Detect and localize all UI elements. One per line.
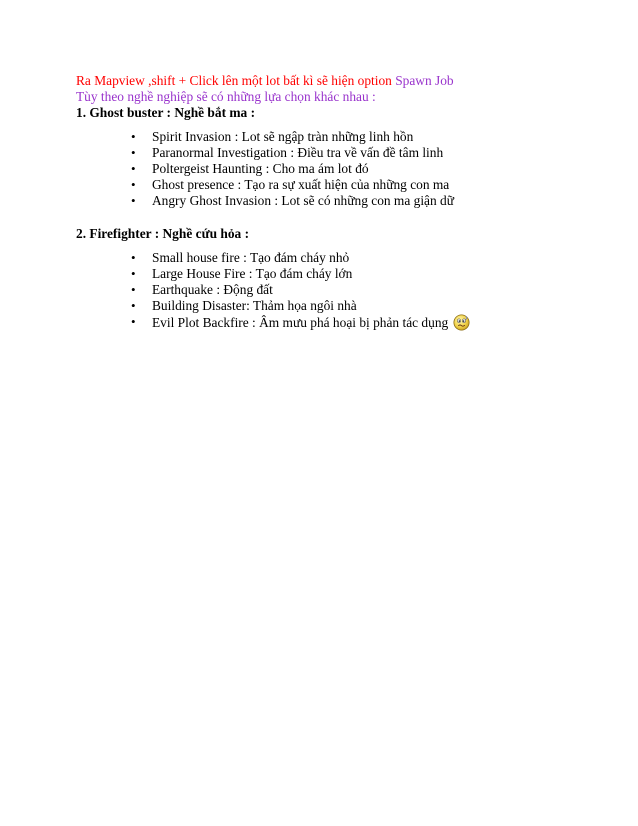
list-item-text: Paranormal Investigation : Điều tra về vấn đề tâm linh (152, 145, 444, 160)
bullet-icon: • (131, 145, 136, 160)
section-heading-ghost-buster: 1. Ghost buster : Nghề bắt ma : (76, 105, 256, 120)
bullet-icon: • (131, 177, 136, 192)
bullet-icon: • (131, 129, 136, 144)
bullet-icon: • (131, 282, 136, 297)
bullet-icon: • (131, 298, 136, 313)
bullet-icon: • (131, 266, 136, 281)
list-item-text: Ghost presence : Tạo ra sự xuất hiện của những con ma (152, 177, 450, 192)
list-item (76, 282, 576, 298)
list-item (76, 129, 576, 145)
list-item-text: Large House Fire : Tạo đám cháy lớn (152, 266, 353, 281)
intro-instruction-text: Ra Mapview ,shift + Click lên một lot bất kì sẽ hiện option (76, 73, 396, 88)
list-item (76, 298, 576, 314)
list-item-text: Small house fire : Tạo đám cháy nhỏ (152, 250, 350, 265)
bullet-icon: • (131, 250, 136, 265)
list-item (76, 193, 576, 209)
list-item-text: Evil Plot Backfire : Âm mưu phá hoại bị phản tác dụng (152, 315, 449, 330)
list-item (76, 266, 576, 282)
list-item (76, 177, 576, 193)
list-item-text: Earthquake : Động đất (152, 282, 273, 297)
bullet-icon: • (131, 161, 136, 176)
section-spacer (76, 209, 576, 226)
firefighter-list (76, 250, 576, 330)
list-item-text: Angry Ghost Invasion : Lot sẽ có những con ma giận dữ (152, 193, 454, 208)
list-item-text: Poltergeist Haunting : Cho ma ám lot đó (152, 161, 369, 176)
list-item (76, 314, 576, 330)
list-item (76, 250, 576, 266)
confused-smiley-icon (453, 314, 470, 331)
spawn-job-text: Spawn Job (395, 73, 454, 88)
list-item (76, 145, 576, 161)
bullet-icon: • (131, 314, 136, 329)
list-item-text: Building Disaster: Thảm họa ngôi nhà (152, 298, 357, 313)
section-heading-firefighter: 2. Firefighter : Nghề cứu hỏa : (76, 226, 250, 241)
list-item (76, 161, 576, 177)
list-item-text: Spirit Invasion : Lot sẽ ngập tràn những linh hồn (152, 129, 414, 144)
ghost-buster-list (76, 129, 576, 209)
intro-line-1 (76, 73, 576, 89)
bullet-icon: • (131, 193, 136, 208)
intro-line-2: Tùy theo nghề nghiệp sẽ có những lựa chọn khác nhau : (76, 89, 376, 104)
document-body (76, 73, 576, 330)
